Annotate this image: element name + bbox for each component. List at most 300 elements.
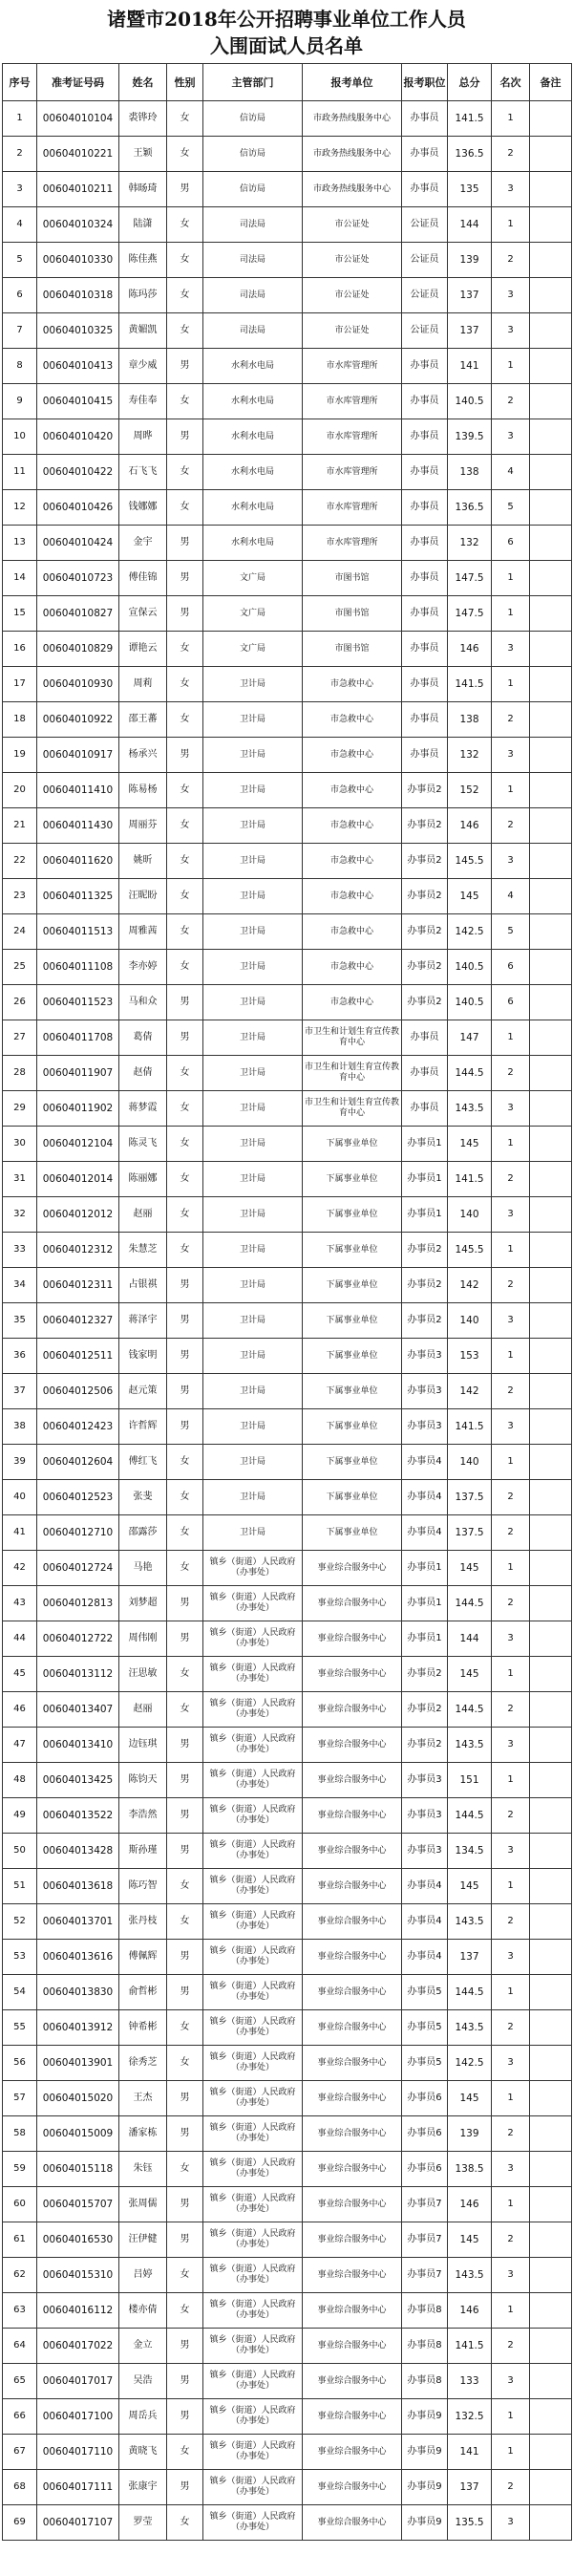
- cell-score: 133: [448, 2364, 492, 2399]
- cell-ticket-number: 00604011513: [37, 914, 119, 950]
- cell-rank: 2: [492, 2329, 530, 2364]
- cell-position: 办事员: [402, 526, 448, 561]
- cell-unit: 下属事业单位: [303, 1339, 402, 1374]
- cell-position: 办事员8: [402, 2364, 448, 2399]
- cell-index: 48: [3, 1763, 37, 1798]
- header-name: 姓名: [119, 64, 167, 101]
- cell-ticket-number: 00604010922: [37, 702, 119, 738]
- cell-remark: [530, 243, 572, 278]
- cell-department: 镇乡（街道）人民政府（办事处）: [203, 2081, 303, 2116]
- cell-position: 办事员2: [402, 950, 448, 985]
- table-row: [3, 1692, 572, 1728]
- cell-index: 42: [3, 1551, 37, 1586]
- cell-score: 140: [448, 1303, 492, 1339]
- cell-gender: 男: [167, 2399, 203, 2435]
- cell-ticket-number: 00604011325: [37, 879, 119, 914]
- cell-remark: [530, 1798, 572, 1834]
- cell-rank: 1: [492, 1869, 530, 1904]
- cell-name: 吕婷: [119, 2258, 167, 2293]
- cell-position: 办事员2: [402, 1692, 448, 1728]
- cell-unit: 事业综合服务中心: [303, 2081, 402, 2116]
- cell-position: 办事员: [402, 738, 448, 773]
- cell-department: 镇乡（街道）人民政府（办事处）: [203, 1728, 303, 1763]
- cell-name: 邵露莎: [119, 1515, 167, 1551]
- cell-gender: 女: [167, 1197, 203, 1233]
- cell-position: 办事员6: [402, 2152, 448, 2187]
- cell-unit: 市急救中心: [303, 879, 402, 914]
- cell-position: 办事员2: [402, 844, 448, 879]
- cell-score: 144: [448, 1621, 492, 1657]
- cell-department: 卫计局: [203, 1480, 303, 1515]
- cell-department: 镇乡（街道）人民政府（办事处）: [203, 1621, 303, 1657]
- table-row: [3, 773, 572, 808]
- table-row: [3, 1303, 572, 1339]
- cell-index: 41: [3, 1515, 37, 1551]
- cell-remark: [530, 349, 572, 384]
- cell-name: 许哲辉: [119, 1409, 167, 1445]
- cell-ticket-number: 00604015310: [37, 2258, 119, 2293]
- cell-name: 赵元策: [119, 1374, 167, 1409]
- cell-rank: 2: [492, 1586, 530, 1621]
- cell-index: 8: [3, 349, 37, 384]
- cell-name: 朱慧芝: [119, 1233, 167, 1268]
- cell-ticket-number: 00604015707: [37, 2187, 119, 2222]
- cell-remark: [530, 985, 572, 1020]
- cell-name: 汪思敏: [119, 1657, 167, 1692]
- cell-index: 29: [3, 1091, 37, 1127]
- cell-score: 142.5: [448, 914, 492, 950]
- cell-department: 卫计局: [203, 1127, 303, 1162]
- cell-department: 水利水电局: [203, 349, 303, 384]
- cell-department: 镇乡（街道）人民政府（办事处）: [203, 1869, 303, 1904]
- cell-remark: [530, 1834, 572, 1869]
- cell-gender: 男: [167, 985, 203, 1020]
- cell-department: 卫计局: [203, 914, 303, 950]
- table-row: [3, 1374, 572, 1409]
- cell-name: 马和众: [119, 985, 167, 1020]
- cell-ticket-number: 00604017110: [37, 2435, 119, 2470]
- cell-rank: 2: [492, 384, 530, 419]
- cell-gender: 男: [167, 738, 203, 773]
- cell-ticket-number: 00604012813: [37, 1586, 119, 1621]
- cell-remark: [530, 667, 572, 702]
- table-row: [3, 1975, 572, 2010]
- cell-unit: 事业综合服务中心: [303, 2364, 402, 2399]
- cell-gender: 女: [167, 455, 203, 490]
- cell-remark: [530, 1763, 572, 1798]
- cell-remark: [530, 844, 572, 879]
- cell-position: 办事员3: [402, 1409, 448, 1445]
- cell-index: 69: [3, 2505, 37, 2541]
- cell-remark: [530, 313, 572, 349]
- cell-gender: 女: [167, 1869, 203, 1904]
- table-row: [3, 137, 572, 172]
- table-row: [3, 1834, 572, 1869]
- cell-remark: [530, 2152, 572, 2187]
- table-row: [3, 1091, 572, 1127]
- candidate-table: [2, 63, 572, 2541]
- cell-score: 144.5: [448, 1586, 492, 1621]
- cell-gender: 女: [167, 667, 203, 702]
- cell-name: 谭艳云: [119, 632, 167, 667]
- cell-gender: 男: [167, 1020, 203, 1056]
- cell-index: 46: [3, 1692, 37, 1728]
- table-row: [3, 2293, 572, 2329]
- cell-unit: 下属事业单位: [303, 1409, 402, 1445]
- cell-ticket-number: 00604010330: [37, 243, 119, 278]
- cell-remark: [530, 1197, 572, 1233]
- cell-ticket-number: 00604010324: [37, 207, 119, 243]
- cell-rank: 2: [492, 808, 530, 844]
- cell-ticket-number: 00604011430: [37, 808, 119, 844]
- cell-department: 卫计局: [203, 1303, 303, 1339]
- cell-score: 147.5: [448, 596, 492, 632]
- cell-name: 边钰琪: [119, 1728, 167, 1763]
- cell-index: 49: [3, 1798, 37, 1834]
- cell-unit: 市水库管理所: [303, 490, 402, 526]
- cell-rank: 1: [492, 1020, 530, 1056]
- table-row: [3, 1480, 572, 1515]
- cell-unit: 市公证处: [303, 207, 402, 243]
- table-row: [3, 879, 572, 914]
- cell-department: 卫计局: [203, 1409, 303, 1445]
- cell-remark: [530, 1339, 572, 1374]
- cell-rank: 3: [492, 1621, 530, 1657]
- table-row: [3, 1798, 572, 1834]
- cell-rank: 3: [492, 1197, 530, 1233]
- cell-index: 18: [3, 702, 37, 738]
- cell-rank: 3: [492, 738, 530, 773]
- cell-position: 办事员3: [402, 1339, 448, 1374]
- cell-gender: 男: [167, 1940, 203, 1975]
- cell-index: 22: [3, 844, 37, 879]
- cell-gender: 女: [167, 1657, 203, 1692]
- cell-unit: 市急救中心: [303, 738, 402, 773]
- cell-remark: [530, 2399, 572, 2435]
- cell-unit: 市水库管理所: [303, 455, 402, 490]
- cell-score: 132: [448, 526, 492, 561]
- cell-ticket-number: 00604013407: [37, 1692, 119, 1728]
- cell-rank: 2: [492, 1515, 530, 1551]
- cell-unit: 事业综合服务中心: [303, 2116, 402, 2152]
- cell-index: 62: [3, 2258, 37, 2293]
- cell-rank: 2: [492, 243, 530, 278]
- cell-unit: 下属事业单位: [303, 1374, 402, 1409]
- cell-gender: 女: [167, 1127, 203, 1162]
- cell-name: 陈灵飞: [119, 1127, 167, 1162]
- cell-remark: [530, 455, 572, 490]
- cell-gender: 女: [167, 1692, 203, 1728]
- cell-position: 办事员4: [402, 1480, 448, 1515]
- cell-position: 办事员: [402, 137, 448, 172]
- cell-rank: 3: [492, 2046, 530, 2081]
- cell-ticket-number: 00604010211: [37, 172, 119, 207]
- cell-position: 办事员5: [402, 1975, 448, 2010]
- cell-remark: [530, 2046, 572, 2081]
- cell-gender: 男: [167, 1798, 203, 1834]
- cell-unit: 市急救中心: [303, 844, 402, 879]
- cell-ticket-number: 00604010413: [37, 349, 119, 384]
- cell-department: 镇乡（街道）人民政府（办事处）: [203, 2470, 303, 2505]
- cell-index: 3: [3, 172, 37, 207]
- cell-remark: [530, 1904, 572, 1940]
- cell-gender: 男: [167, 596, 203, 632]
- cell-position: 办事员9: [402, 2435, 448, 2470]
- table-row: [3, 1657, 572, 1692]
- cell-position: 办事员8: [402, 2329, 448, 2364]
- cell-position: 办事员4: [402, 1904, 448, 1940]
- cell-position: 办事员6: [402, 2081, 448, 2116]
- cell-ticket-number: 00604017111: [37, 2470, 119, 2505]
- cell-ticket-number: 00604017107: [37, 2505, 119, 2541]
- cell-department: 镇乡（街道）人民政府（办事处）: [203, 1657, 303, 1692]
- cell-index: 59: [3, 2152, 37, 2187]
- table-row: [3, 632, 572, 667]
- cell-ticket-number: 00604010318: [37, 278, 119, 313]
- cell-ticket-number: 00604017017: [37, 2364, 119, 2399]
- cell-department: 信访局: [203, 172, 303, 207]
- table-row: [3, 1127, 572, 1162]
- cell-position: 办事员: [402, 632, 448, 667]
- header-remark: 备注: [530, 64, 572, 101]
- cell-score: 144.5: [448, 1975, 492, 2010]
- cell-position: 办事员: [402, 667, 448, 702]
- cell-rank: 5: [492, 914, 530, 950]
- cell-rank: 2: [492, 1162, 530, 1197]
- cell-index: 26: [3, 985, 37, 1020]
- cell-gender: 男: [167, 1975, 203, 2010]
- cell-gender: 男: [167, 1834, 203, 1869]
- cell-position: 办事员: [402, 455, 448, 490]
- cell-name: 蒋泽宇: [119, 1303, 167, 1339]
- cell-score: 151: [448, 1763, 492, 1798]
- cell-department: 卫计局: [203, 1339, 303, 1374]
- cell-name: 陈玛莎: [119, 278, 167, 313]
- cell-department: 镇乡（街道）人民政府（办事处）: [203, 2152, 303, 2187]
- cell-name: 傅佩辉: [119, 1940, 167, 1975]
- cell-position: 办事员1: [402, 1197, 448, 1233]
- cell-index: 21: [3, 808, 37, 844]
- cell-position: 办事员4: [402, 1940, 448, 1975]
- cell-department: 卫计局: [203, 1091, 303, 1127]
- cell-name: 韩旸琦: [119, 172, 167, 207]
- cell-remark: [530, 490, 572, 526]
- cell-remark: [530, 1162, 572, 1197]
- cell-score: 135.5: [448, 2505, 492, 2541]
- cell-remark: [530, 808, 572, 844]
- cell-name: 宣保云: [119, 596, 167, 632]
- cell-gender: 男: [167, 2081, 203, 2116]
- cell-index: 16: [3, 632, 37, 667]
- cell-remark: [530, 1551, 572, 1586]
- cell-remark: [530, 950, 572, 985]
- cell-ticket-number: 00604010104: [37, 101, 119, 137]
- cell-remark: [530, 879, 572, 914]
- table-row: [3, 1586, 572, 1621]
- cell-gender: 女: [167, 1904, 203, 1940]
- cell-unit: 下属事业单位: [303, 1515, 402, 1551]
- cell-rank: 1: [492, 1657, 530, 1692]
- cell-score: 141: [448, 349, 492, 384]
- cell-gender: 女: [167, 2010, 203, 2046]
- cell-department: 卫计局: [203, 773, 303, 808]
- cell-department: 卫计局: [203, 702, 303, 738]
- cell-unit: 事业综合服务中心: [303, 1904, 402, 1940]
- cell-remark: [530, 2329, 572, 2364]
- header-gender: 性别: [167, 64, 203, 101]
- cell-name: 葛倩: [119, 1020, 167, 1056]
- cell-position: 办事员4: [402, 1515, 448, 1551]
- cell-score: 141.5: [448, 1162, 492, 1197]
- cell-position: 办事员5: [402, 2046, 448, 2081]
- cell-index: 66: [3, 2399, 37, 2435]
- table-row: [3, 1020, 572, 1056]
- cell-department: 卫计局: [203, 1515, 303, 1551]
- cell-score: 146: [448, 2187, 492, 2222]
- cell-score: 145.5: [448, 844, 492, 879]
- table-row: [3, 1621, 572, 1657]
- table-row: [3, 1904, 572, 1940]
- cell-department: 镇乡（街道）人民政府（办事处）: [203, 2364, 303, 2399]
- cell-name: 王颖: [119, 137, 167, 172]
- cell-remark: [530, 1268, 572, 1303]
- cell-name: 朱钰: [119, 2152, 167, 2187]
- cell-ticket-number: 00604017100: [37, 2399, 119, 2435]
- cell-name: 周雅茜: [119, 914, 167, 950]
- cell-remark: [530, 596, 572, 632]
- cell-gender: 男: [167, 2329, 203, 2364]
- cell-gender: 男: [167, 561, 203, 596]
- cell-name: 徐秀芝: [119, 2046, 167, 2081]
- cell-score: 145.5: [448, 1233, 492, 1268]
- cell-gender: 女: [167, 1162, 203, 1197]
- cell-position: 办事员: [402, 172, 448, 207]
- cell-position: 办事员3: [402, 1763, 448, 1798]
- cell-rank: 2: [492, 702, 530, 738]
- cell-department: 卫计局: [203, 985, 303, 1020]
- cell-gender: 男: [167, 1621, 203, 1657]
- cell-gender: 女: [167, 207, 203, 243]
- cell-name: 俞哲彬: [119, 1975, 167, 2010]
- cell-rank: 2: [492, 2010, 530, 2046]
- table-row: [3, 808, 572, 844]
- cell-gender: 女: [167, 101, 203, 137]
- cell-rank: 3: [492, 2152, 530, 2187]
- cell-position: 办事员: [402, 596, 448, 632]
- cell-unit: 下属事业单位: [303, 1445, 402, 1480]
- cell-score: 142: [448, 1374, 492, 1409]
- cell-gender: 女: [167, 1091, 203, 1127]
- cell-ticket-number: 00604010424: [37, 526, 119, 561]
- cell-ticket-number: 00604010723: [37, 561, 119, 596]
- cell-gender: 女: [167, 773, 203, 808]
- cell-name: 钱家明: [119, 1339, 167, 1374]
- cell-department: 镇乡（街道）人民政府（办事处）: [203, 2293, 303, 2329]
- cell-unit: 市水库管理所: [303, 349, 402, 384]
- cell-rank: 1: [492, 101, 530, 137]
- cell-score: 141.5: [448, 101, 492, 137]
- cell-rank: 2: [492, 2470, 530, 2505]
- cell-gender: 女: [167, 2046, 203, 2081]
- cell-unit: 市水库管理所: [303, 384, 402, 419]
- cell-unit: 市急救中心: [303, 702, 402, 738]
- cell-gender: 男: [167, 2116, 203, 2152]
- cell-index: 68: [3, 2470, 37, 2505]
- cell-ticket-number: 00604012724: [37, 1551, 119, 1586]
- cell-department: 镇乡（街道）人民政府（办事处）: [203, 1551, 303, 1586]
- cell-remark: [530, 2470, 572, 2505]
- cell-rank: 3: [492, 1409, 530, 1445]
- cell-position: 公证员: [402, 313, 448, 349]
- cell-unit: 市卫生和计划生育宣传教育中心: [303, 1056, 402, 1091]
- cell-rank: 3: [492, 632, 530, 667]
- cell-index: 17: [3, 667, 37, 702]
- cell-score: 137.5: [448, 1515, 492, 1551]
- cell-score: 146: [448, 2293, 492, 2329]
- cell-ticket-number: 00604010325: [37, 313, 119, 349]
- cell-rank: 3: [492, 2364, 530, 2399]
- cell-rank: 3: [492, 1834, 530, 1869]
- cell-index: 34: [3, 1268, 37, 1303]
- cell-name: 钱娜娜: [119, 490, 167, 526]
- table-row: [3, 844, 572, 879]
- cell-name: 赵倩: [119, 1056, 167, 1091]
- cell-unit: 市政务热线服务中心: [303, 101, 402, 137]
- cell-position: 办事员1: [402, 1586, 448, 1621]
- cell-ticket-number: 00604012327: [37, 1303, 119, 1339]
- cell-name: 陈钧天: [119, 1763, 167, 1798]
- cell-index: 50: [3, 1834, 37, 1869]
- cell-position: 办事员7: [402, 2222, 448, 2258]
- cell-gender: 女: [167, 313, 203, 349]
- cell-ticket-number: 00604010221: [37, 137, 119, 172]
- cell-index: 33: [3, 1233, 37, 1268]
- cell-ticket-number: 00604013410: [37, 1728, 119, 1763]
- cell-position: 办事员: [402, 561, 448, 596]
- cell-unit: 市公证处: [303, 313, 402, 349]
- cell-remark: [530, 1480, 572, 1515]
- cell-ticket-number: 00604013912: [37, 2010, 119, 2046]
- cell-index: 24: [3, 914, 37, 950]
- cell-remark: [530, 101, 572, 137]
- cell-position: 办事员: [402, 1091, 448, 1127]
- table-row: [3, 950, 572, 985]
- cell-unit: 市急救中心: [303, 950, 402, 985]
- cell-unit: 市急救中心: [303, 773, 402, 808]
- header-department: 主管部门: [203, 64, 303, 101]
- cell-score: 141.5: [448, 1409, 492, 1445]
- table-row: [3, 1197, 572, 1233]
- cell-department: 水利水电局: [203, 419, 303, 455]
- cell-position: 办事员2: [402, 1657, 448, 1692]
- cell-rank: 2: [492, 2222, 530, 2258]
- cell-name: 陈丽娜: [119, 1162, 167, 1197]
- cell-name: 刘梦超: [119, 1586, 167, 1621]
- cell-score: 142: [448, 1268, 492, 1303]
- cell-index: 44: [3, 1621, 37, 1657]
- cell-position: 办事员: [402, 419, 448, 455]
- cell-name: 杨承兴: [119, 738, 167, 773]
- cell-index: 57: [3, 2081, 37, 2116]
- table-row: [3, 2364, 572, 2399]
- cell-unit: 事业综合服务中心: [303, 1586, 402, 1621]
- cell-gender: 女: [167, 2152, 203, 2187]
- cell-position: 办事员9: [402, 2399, 448, 2435]
- cell-ticket-number: 00604012012: [37, 1197, 119, 1233]
- cell-remark: [530, 207, 572, 243]
- cell-rank: 3: [492, 2258, 530, 2293]
- cell-rank: 1: [492, 2399, 530, 2435]
